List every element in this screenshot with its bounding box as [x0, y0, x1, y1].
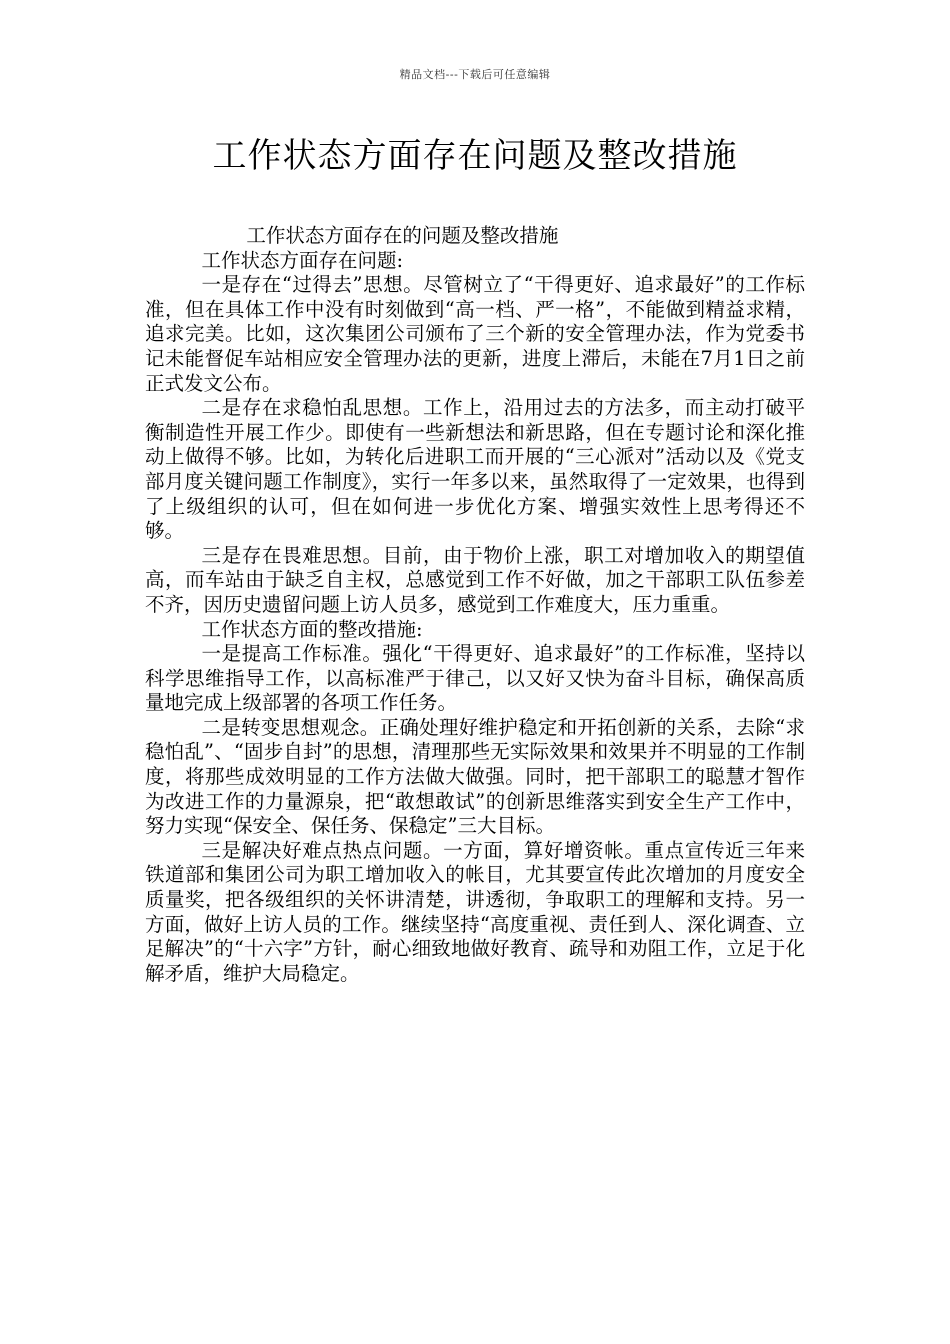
document-subtitle: 工作状态方面存在的问题及整改措施 — [246, 224, 559, 247]
paragraph: 三是存在畏难思想。目前，由于物价上涨，职工对增加收入的期望值高，而车站由于缺乏自主权，总感觉到工作不好做，加之干部职工队伍参差不齐，因历史遗留问题上访人员多，感觉到工作难度大，压力重重。 — [145, 543, 805, 616]
document-title: 工作状态方面存在问题及整改措施 — [212, 136, 738, 176]
paragraph: 一是存在“过得去”思想。尽管树立了“干得更好、追求最好”的工作标准，但在具体工作中没有时刻做到“高一档、严一格”，不能做到精益求精，追求完美。比如，这次集团公司颁布了三个新的安全管理办法，作为党委书记未能督促车站相应安全管理办法的更新，进度上滞后，未能在7月1日之前正式发文公布。 — [145, 273, 805, 395]
paragraph: 二是转变思想观念。正确处理好维护稳定和开拓创新的关系，去除“求稳怕乱”、“固步自封”的思想，清理那些无实际效果和效果并不明显的工作制度，将那些成效明显的工作方法做大做强。同时，把干部职工的聪慧才智作为改进工作的力量源泉，把“敢想敢试”的创新思维落实到安全生产工作中，努力实现“保安全、保任务、保稳定”三大目标。 — [145, 715, 805, 838]
header-note: 精品文档---下载后可任意编辑 — [399, 68, 551, 81]
document-body — [145, 224, 805, 986]
section-heading-measures: 工作状态方面的整改措施: — [201, 617, 423, 641]
paragraph: 三是解决好难点热点问题。一方面，算好增资帐。重点宣传近三年来铁道部和集团公司为职工增加收入的帐目，尤其要宣传此次增加的月度安全质量奖，把各级组织的关怀讲清楚，讲透彻，争取职工的理解和支持。另一方面，做好上访人员的工作。继续坚持“高度重视、责任到人、深化调查、立足解决”的“十六字”方针，耐心细致地做好教育、疏导和劝阻工作，立足于化解矛盾，维护大局稳定。 — [145, 838, 805, 985]
paragraph: 一是提高工作标准。强化“干得更好、追求最好”的工作标准，坚持以科学思维指导工作，以高标准严于律己，以又好又快为奋斗目标，确保高质量地完成上级部署的各项工作任务。 — [145, 642, 805, 715]
section-heading-problems: 工作状态方面存在问题: — [201, 248, 404, 272]
paragraph: 二是存在求稳怕乱思想。工作上，沿用过去的方法多，而主动打破平衡制造性开展工作少。即使有一些新想法和新思路，但在专题讨论和深化推动上做得不够。比如，为转化后进职工而开展的“三心派对”活动以及《党支部月度关键问题工作制度》，实行一年多以来，虽然取得了一定效果，也得到了上级组织的认可，但在如何进一步优化方案、增强实效性上思考得还不够。 — [145, 396, 805, 543]
